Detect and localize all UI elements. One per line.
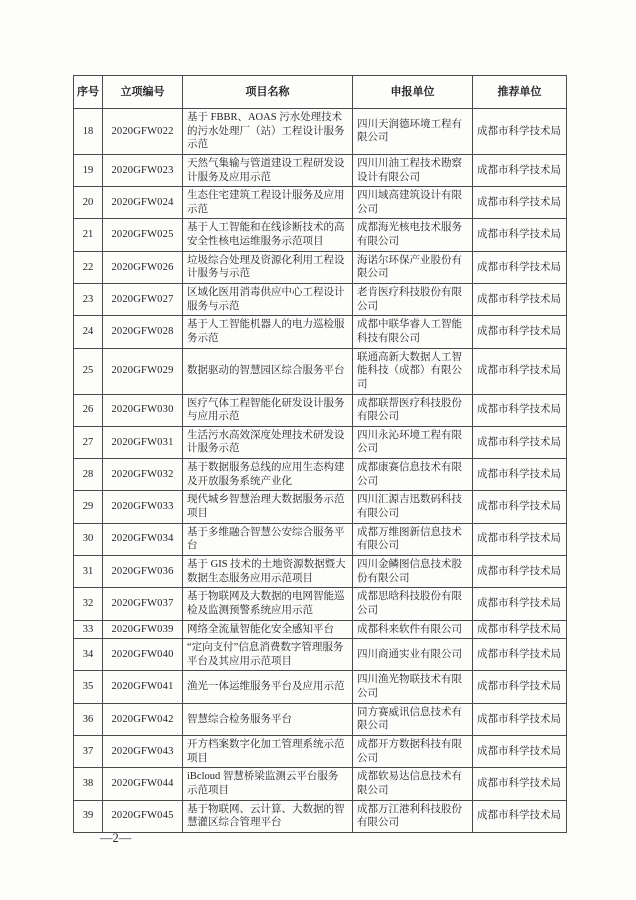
cell-code: 2020GFW041 (103, 671, 183, 703)
cell-name: 基于人工智能和在线诊断技术的高安全性核电运维服务示范项目 (183, 219, 353, 251)
cell-applicant: 成都康赛信息技术有限公司 (353, 459, 473, 491)
cell-recommender: 成都市科学技术局 (473, 316, 567, 348)
cell-code: 2020GFW028 (103, 316, 183, 348)
cell-name: 生态住宅建筑工程设计服务及应用示范 (183, 187, 353, 219)
cell-code: 2020GFW025 (103, 219, 183, 251)
cell-name: 基于物联网及大数据的电网智能巡检及监测预警系统应用示范 (183, 588, 353, 620)
cell-no: 24 (74, 316, 103, 348)
cell-recommender: 成都市科学技术局 (473, 154, 567, 186)
cell-name: “定向支付”信息消费数字管理服务平台及其应用示范项目 (183, 639, 353, 671)
cell-recommender: 成都市科学技术局 (473, 523, 567, 555)
cell-no: 22 (74, 251, 103, 283)
cell-recommender: 成都市科学技术局 (473, 768, 567, 800)
cell-recommender: 成都市科学技术局 (473, 620, 567, 639)
cell-code: 2020GFW040 (103, 639, 183, 671)
cell-recommender: 成都市科学技术局 (473, 639, 567, 671)
cell-name: 医疗气体工程智能化研发设计服务与应用示范 (183, 394, 353, 426)
cell-name: 数据驱动的智慧园区综合服务平台 (183, 348, 353, 394)
cell-code: 2020GFW030 (103, 394, 183, 426)
cell-no: 37 (74, 735, 103, 767)
cell-code: 2020GFW044 (103, 768, 183, 800)
cell-applicant: 成都联帮医疗科技股份有限公司 (353, 394, 473, 426)
cell-applicant: 成都海光核电技术服务有限公司 (353, 219, 473, 251)
cell-recommender: 成都市科学技术局 (473, 735, 567, 767)
table-row (74, 109, 567, 155)
page-number: —2— (100, 831, 132, 845)
table-row (74, 523, 567, 555)
cell-code: 2020GFW029 (103, 348, 183, 394)
cell-applicant: 老肯医疗科技股份有限公司 (353, 284, 473, 316)
cell-recommender: 成都市科学技术局 (473, 671, 567, 703)
cell-recommender: 成都市科学技术局 (473, 459, 567, 491)
table-row (74, 348, 567, 394)
table-row (74, 459, 567, 491)
cell-no: 26 (74, 394, 103, 426)
cell-recommender: 成都市科学技术局 (473, 555, 567, 587)
cell-name: 智慧综合检务服务平台 (183, 703, 353, 735)
cell-no: 35 (74, 671, 103, 703)
cell-name: 网络全流量智能化安全感知平台 (183, 620, 353, 639)
table-row (74, 426, 567, 458)
cell-name: 渔光一体运维服务平台及应用示范 (183, 671, 353, 703)
table-body (74, 109, 567, 833)
table-row (74, 639, 567, 671)
projects-table (73, 75, 567, 833)
cell-recommender: 成都市科学技术局 (473, 394, 567, 426)
cell-recommender: 成都市科学技术局 (473, 284, 567, 316)
table-header (74, 76, 567, 109)
cell-applicant: 成都万维图新信息技术有限公司 (353, 523, 473, 555)
cell-recommender: 成都市科学技术局 (473, 348, 567, 394)
cell-name: 垃圾综合处理及资源化利用工程设计服务与示范 (183, 251, 353, 283)
cell-no: 31 (74, 555, 103, 587)
cell-applicant: 海诺尔环保产业股份有限公司 (353, 251, 473, 283)
cell-no: 33 (74, 620, 103, 639)
table-row (74, 316, 567, 348)
cell-code: 2020GFW045 (103, 800, 183, 832)
cell-no: 20 (74, 187, 103, 219)
table-row (74, 735, 567, 767)
cell-no: 28 (74, 459, 103, 491)
table-row (74, 154, 567, 186)
cell-no: 39 (74, 800, 103, 832)
cell-code: 2020GFW043 (103, 735, 183, 767)
cell-code: 2020GFW034 (103, 523, 183, 555)
cell-recommender: 成都市科学技术局 (473, 800, 567, 832)
cell-no: 25 (74, 348, 103, 394)
cell-no: 29 (74, 491, 103, 523)
cell-code: 2020GFW024 (103, 187, 183, 219)
cell-name: 基于多维融合智慧公安综合服务平台 (183, 523, 353, 555)
cell-code: 2020GFW027 (103, 284, 183, 316)
cell-name: 基于 FBBR、AOAS 污水处理技术的污水处理厂（站）工程设计服务示范 (183, 109, 353, 155)
cell-no: 19 (74, 154, 103, 186)
cell-no: 34 (74, 639, 103, 671)
cell-code: 2020GFW031 (103, 426, 183, 458)
cell-name: iBcloud 智慧桥梁监测云平台服务示范项目 (183, 768, 353, 800)
cell-applicant: 联通高新大数据人工智能科技（成都）有限公司 (353, 348, 473, 394)
table-row (74, 588, 567, 620)
column-header-serial-number: 序号 (74, 76, 103, 109)
cell-recommender: 成都市科学技术局 (473, 426, 567, 458)
cell-no: 36 (74, 703, 103, 735)
cell-name: 基于物联网、云计算、大数据的智慧灌区综合管理平台 (183, 800, 353, 832)
column-header-project-code: 立项编号 (103, 76, 183, 109)
cell-applicant: 成都软易达信息技术有限公司 (353, 768, 473, 800)
column-header-applicant-unit: 申报单位 (353, 76, 473, 109)
cell-recommender: 成都市科学技术局 (473, 588, 567, 620)
cell-code: 2020GFW022 (103, 109, 183, 155)
cell-name: 基于 GIS 技术的土地资源数据暨大数据生态服务应用示范项目 (183, 555, 353, 587)
cell-applicant: 成都思晗科技股份有限公司 (353, 588, 473, 620)
cell-name: 区域化医用消毒供应中心工程设计服务与示范 (183, 284, 353, 316)
cell-code: 2020GFW026 (103, 251, 183, 283)
cell-no: 38 (74, 768, 103, 800)
cell-code: 2020GFW023 (103, 154, 183, 186)
cell-applicant: 四川域高建筑设计有限公司 (353, 187, 473, 219)
cell-recommender: 成都市科学技术局 (473, 491, 567, 523)
cell-no: 21 (74, 219, 103, 251)
cell-recommender: 成都市科学技术局 (473, 187, 567, 219)
cell-name: 生活污水高效深度处理技术研发设计服务示范 (183, 426, 353, 458)
column-header-project-name: 项目名称 (183, 76, 353, 109)
table-row (74, 800, 567, 832)
table-row (74, 394, 567, 426)
table-row (74, 555, 567, 587)
table-row (74, 703, 567, 735)
table-row (74, 284, 567, 316)
cell-applicant: 成都开方数据科技有限公司 (353, 735, 473, 767)
cell-recommender: 成都市科学技术局 (473, 251, 567, 283)
cell-applicant: 成都科来软件有限公司 (353, 620, 473, 639)
cell-code: 2020GFW036 (103, 555, 183, 587)
cell-recommender: 成都市科学技术局 (473, 109, 567, 155)
cell-name: 基于数据服务总线的应用生态构建及开放服务系统产业化 (183, 459, 353, 491)
column-header-recommending-unit: 推荐单位 (473, 76, 567, 109)
table-row (74, 251, 567, 283)
cell-code: 2020GFW042 (103, 703, 183, 735)
cell-applicant: 四川金鳞图信息技术股份有限公司 (353, 555, 473, 587)
cell-name: 基于人工智能机器人的电力巡检服务示范 (183, 316, 353, 348)
cell-code: 2020GFW039 (103, 620, 183, 639)
cell-recommender: 成都市科学技术局 (473, 219, 567, 251)
cell-code: 2020GFW032 (103, 459, 183, 491)
cell-applicant: 成都中联华睿人工智能科技有限公司 (353, 316, 473, 348)
cell-no: 32 (74, 588, 103, 620)
cell-no: 23 (74, 284, 103, 316)
cell-applicant: 四川商通实业有限公司 (353, 639, 473, 671)
table-row (74, 187, 567, 219)
header-row (74, 76, 567, 109)
cell-no: 27 (74, 426, 103, 458)
cell-name: 现代城乡智慧治理大数据服务示范项目 (183, 491, 353, 523)
cell-applicant: 四川渔光物联技术有限公司 (353, 671, 473, 703)
table-row (74, 620, 567, 639)
cell-no: 30 (74, 523, 103, 555)
cell-recommender: 成都市科学技术局 (473, 703, 567, 735)
table-row (74, 671, 567, 703)
cell-applicant: 四川天润德环境工程有限公司 (353, 109, 473, 155)
cell-applicant: 同方赛威讯信息技术有限公司 (353, 703, 473, 735)
cell-applicant: 四川川油工程技术勘察设计有限公司 (353, 154, 473, 186)
cell-no: 18 (74, 109, 103, 155)
table-row (74, 491, 567, 523)
cell-name: 天然气集输与管道建设工程研发设计服务及应用示范 (183, 154, 353, 186)
cell-code: 2020GFW037 (103, 588, 183, 620)
cell-code: 2020GFW033 (103, 491, 183, 523)
table-row (74, 219, 567, 251)
table-row (74, 768, 567, 800)
cell-applicant: 四川汇源吉迅数码科技有限公司 (353, 491, 473, 523)
cell-applicant: 四川永沁环境工程有限公司 (353, 426, 473, 458)
cell-name: 开方档案数字化加工管理系统示范项目 (183, 735, 353, 767)
cell-applicant: 成都万江港利科技股份有限公司 (353, 800, 473, 832)
